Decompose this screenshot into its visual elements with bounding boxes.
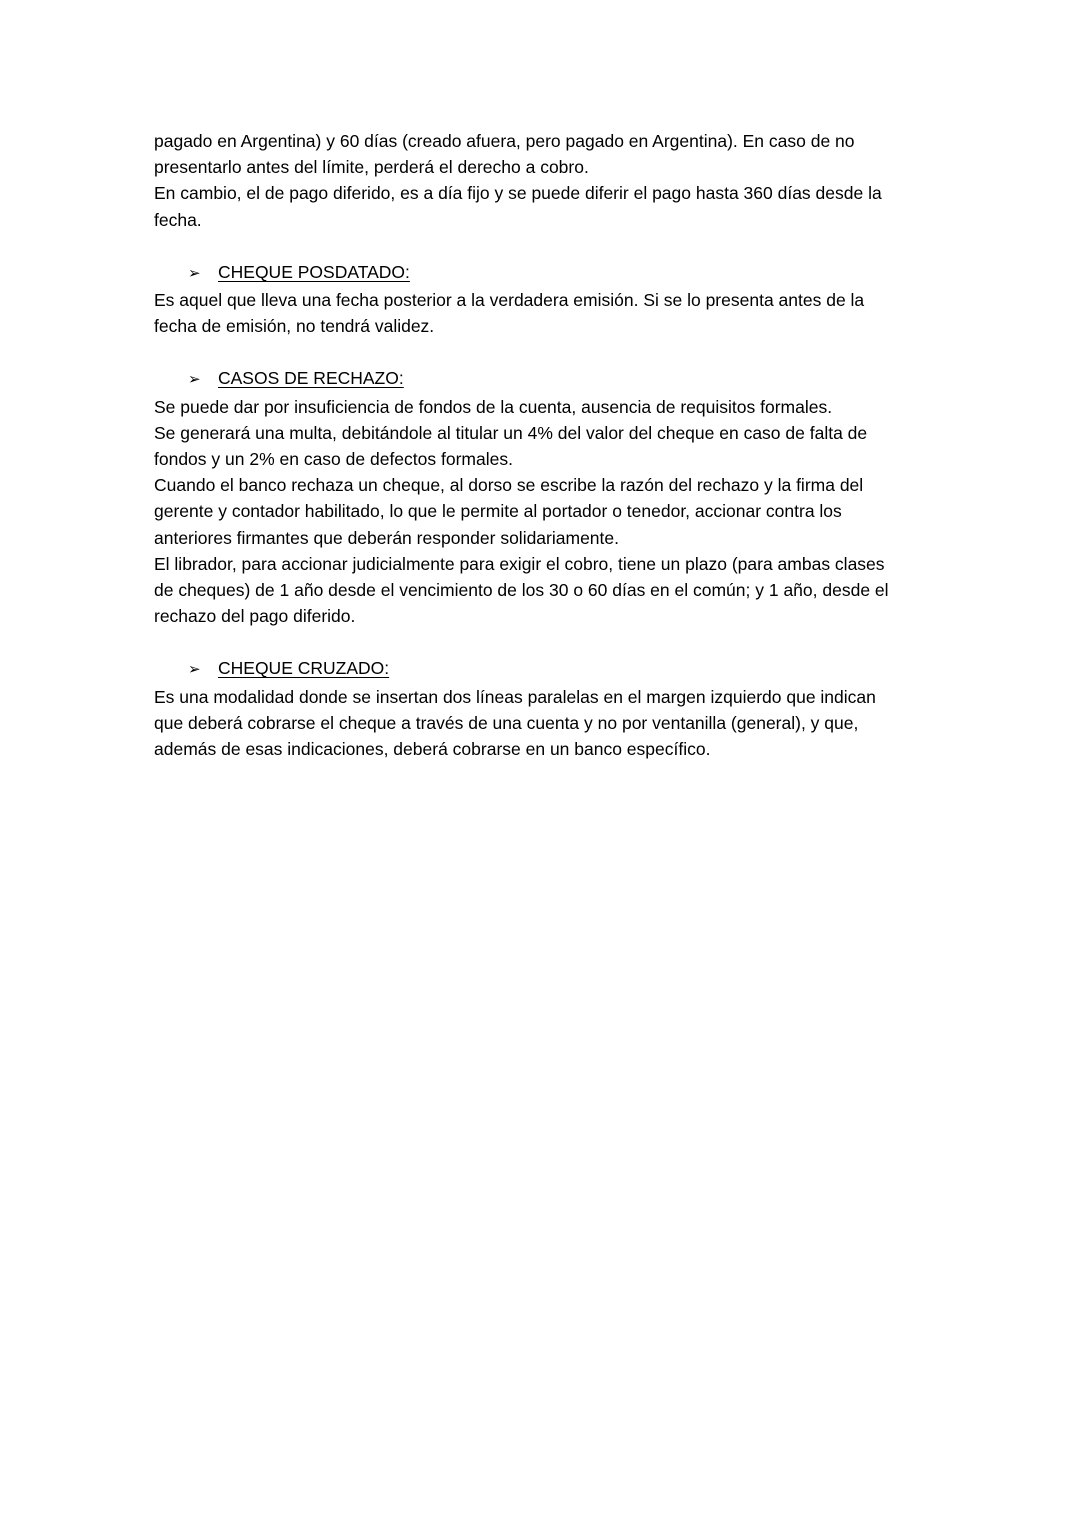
intro-paragraph [154,128,944,233]
arrow-bullet-icon: ➢ [188,264,201,282]
paragraph-spacer [154,339,944,365]
paragraph-spacer [154,233,944,259]
section-cheque-cruzado [154,655,944,762]
arrow-bullet-icon: ➢ [188,371,201,389]
text-line: que deberá cobrarse el cheque a través de una cuenta y no por ventanilla (general), y que, [154,712,859,733]
text-line: Cuando el banco rechaza un cheque, al dorso se escribe la razón del rechazo y la firma del [154,475,864,496]
section-heading [154,259,944,287]
paragraph-spacer [154,629,944,655]
text-line: rechazo del pago diferido. [154,606,356,627]
section-cheque-posdatado [154,259,944,340]
text-line: Se generará una multa, debitándole al titular un 4% del valor del cheque en caso de falta de [154,422,868,443]
text-line: Es aquel que lleva una fecha posterior a la verdadera emisión. Si se lo presenta antes de la [154,290,865,311]
text-line: pagado en Argentina) y 60 días (creado afuera, pero pagado en Argentina). En caso de no [154,131,855,151]
text-line: En cambio, el de pago diferido, es a día fijo y se puede diferir el pago hasta 360 días desde la [154,183,882,204]
text-line: Se puede dar por insuficiencia de fondos de la cuenta, ausencia de requisitos formales. [154,396,833,417]
section-heading-text: CHEQUE POSDATADO: [218,261,410,282]
section-heading-text: CASOS DE RECHAZO: [218,368,404,389]
text-line: fecha de emisión, no tendrá validez. [154,316,435,337]
document-page [154,128,944,762]
text-line: fecha. [154,209,202,230]
text-line: de cheques) de 1 año desde el vencimiento de los 30 o 60 días en el común; y 1 año, desde el [154,580,889,601]
text-line: El librador, para accionar judicialmente para exigir el cobro, tiene un plazo (para ambas clases [154,553,885,574]
section-heading [154,365,944,393]
text-line: fondos y un 2% en caso de defectos formales. [154,449,513,470]
arrow-bullet-icon: ➢ [188,661,201,679]
text-line: gerente y contador habilitado, lo que le permite al portador o tenedor, accionar contra los [154,501,842,522]
text-line: además de esas indicaciones, deberá cobrarse en un banco específico. [154,739,711,760]
section-heading-text: CHEQUE CRUZADO: [218,658,390,679]
section-heading [154,655,944,683]
section-casos-de-rechazo [154,365,944,629]
text-line: anteriores firmantes que deberán responder solidariamente. [154,527,619,548]
text-line: presentarlo antes del límite, perderá el derecho a cobro. [154,157,589,178]
text-line: Es una modalidad donde se insertan dos líneas paralelas en el margen izquierdo que indican [154,686,876,707]
